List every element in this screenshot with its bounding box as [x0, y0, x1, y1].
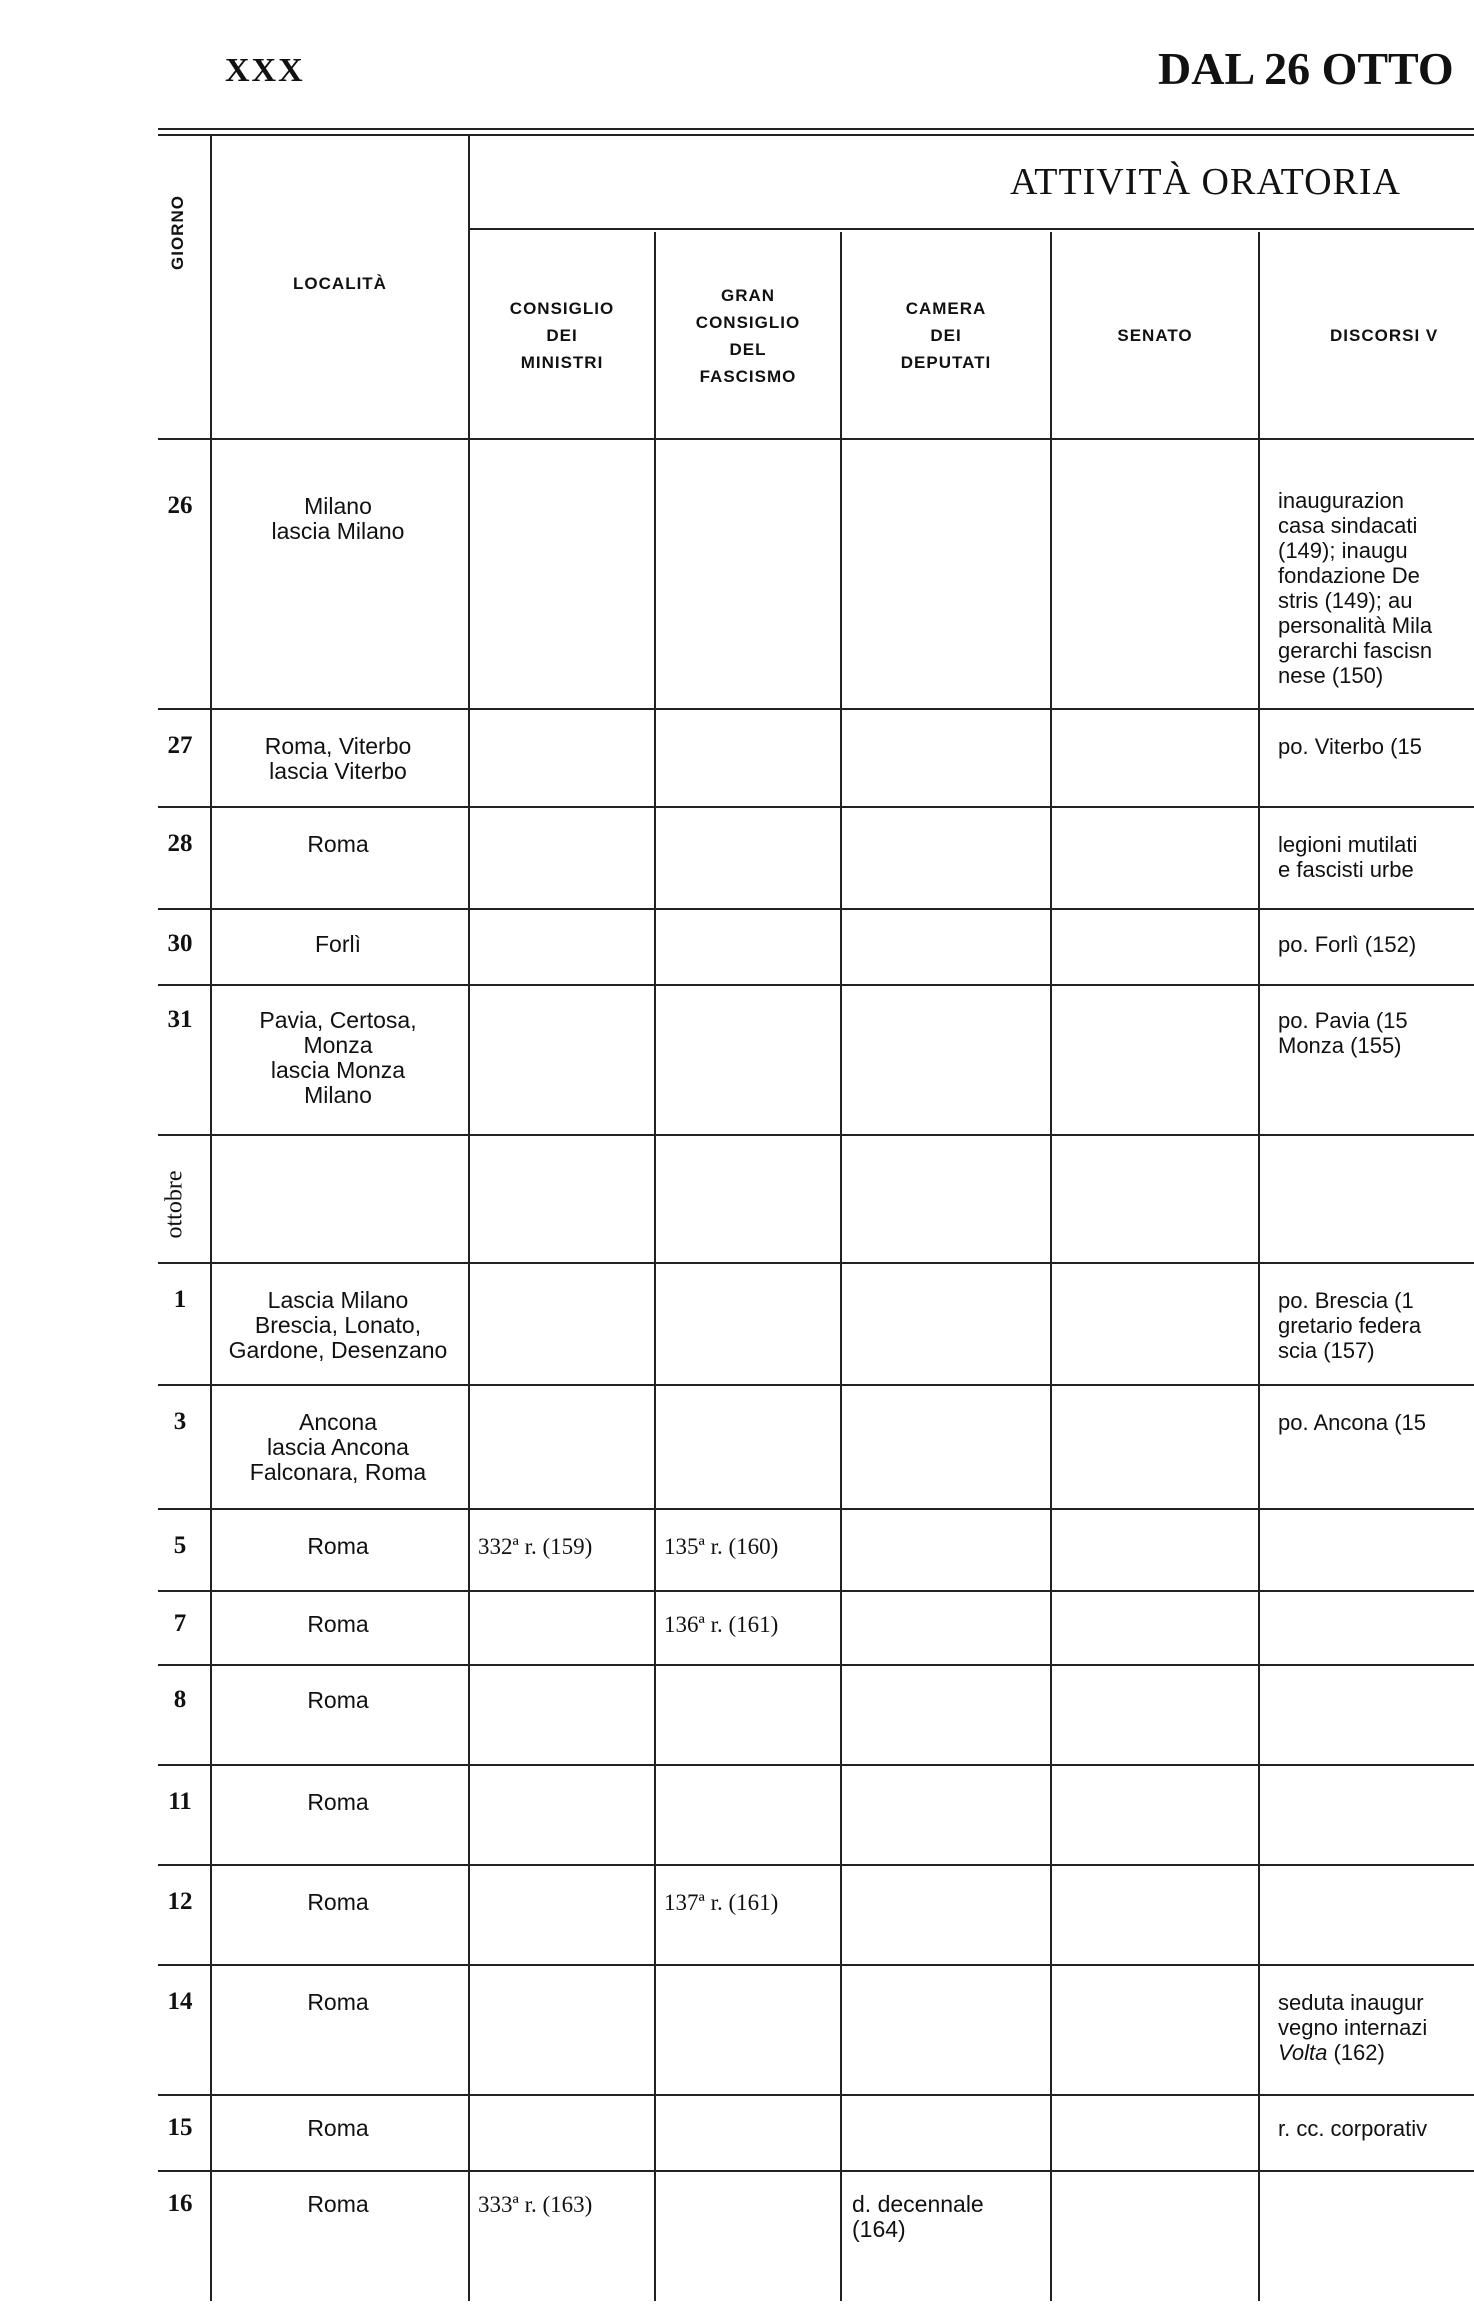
col-divider-6 [1258, 232, 1260, 2301]
row-day: 14 [167, 1988, 193, 2015]
col-divider-2 [468, 136, 470, 2301]
span-title-rule [470, 228, 1474, 230]
row-discorsi: po. Ancona (15 [1278, 1410, 1427, 1435]
row-gran-consiglio: 137ª r. (161) [664, 1890, 779, 1915]
row-rule [158, 1964, 1474, 1966]
row-gran-consiglio: 136ª r. (161) [664, 1612, 779, 1637]
row-localita: Roma [307, 1611, 369, 1637]
col-head-giorno: GIORNO [168, 195, 187, 270]
row-day: 15 [167, 2114, 193, 2141]
row-localita: Roma [307, 1889, 369, 1915]
row-day: 27 [167, 732, 193, 759]
row-rule [158, 1262, 1474, 1264]
row-discorsi [1278, 1990, 1474, 2065]
row-discorsi: po. Brescia (1 gretario federa scia (157) [1278, 1288, 1422, 1363]
row-rule [158, 1764, 1474, 1766]
col-head-discorsi: DISCORSI V [1330, 326, 1439, 345]
header-rule [158, 438, 1474, 440]
row-consiglio: 332ª r. (159) [478, 1534, 593, 1559]
row-discorsi-italic: Volta [1278, 2040, 1328, 2065]
row-day: 12 [167, 1888, 193, 1915]
row-discorsi-tail: (162) [1327, 2040, 1385, 2065]
col-divider-5 [1050, 232, 1052, 2301]
row-rule [158, 984, 1474, 986]
row-localita: Roma [307, 1989, 369, 2015]
row-localita: Roma [307, 831, 369, 857]
row-rule [158, 1134, 1474, 1136]
month-label: ottobre [161, 1170, 188, 1239]
col-divider-1 [210, 136, 212, 2301]
page-number: XXX [225, 52, 305, 89]
row-discorsi: r. cc. corporativ [1278, 2116, 1428, 2141]
row-localita: Roma [307, 1533, 369, 1559]
top-rule-2 [158, 134, 1474, 136]
row-day: 8 [173, 1686, 187, 1713]
row-discorsi: inaugurazion casa sindacati (149); inaugu fondazione De stris (149); au personalità Mila gerarchi fascisn nese (150) [1278, 488, 1433, 688]
row-gran-consiglio: 135ª r. (160) [664, 1534, 779, 1559]
row-day: 26 [167, 492, 193, 519]
row-localita: Roma [307, 2191, 369, 2217]
row-day: 5 [173, 1532, 187, 1559]
row-discorsi: legioni mutilati e fascisti urbe [1278, 832, 1418, 882]
row-rule [158, 708, 1474, 710]
row-rule [158, 1590, 1474, 1592]
row-localita: Forlì [315, 931, 361, 957]
row-rule [158, 1664, 1474, 1666]
row-rule [158, 2094, 1474, 2096]
row-day: 31 [167, 1006, 193, 1033]
top-rule-1 [158, 128, 1474, 130]
row-consiglio: 333ª r. (163) [478, 2192, 593, 2217]
running-head: DAL 26 OTTO [1158, 43, 1454, 94]
col-head-gran-consiglio: GRAN CONSIGLIO DEL FASCISMO [695, 286, 801, 386]
row-localita: Pavia, Certosa, Monza lascia Monza Milano [259, 1007, 417, 1108]
row-rule [158, 2170, 1474, 2172]
row-day: 1 [173, 1286, 187, 1313]
row-rule [158, 1384, 1474, 1386]
col-head-camera: CAMERA DEI DEPUTATI [900, 299, 992, 372]
row-localita: Milano lascia Milano [271, 493, 405, 544]
row-rule [158, 908, 1474, 910]
row-day: 28 [167, 830, 193, 857]
row-discorsi: po. Pavia (15 Monza (155) [1278, 1008, 1408, 1058]
col-divider-3 [654, 232, 656, 2301]
row-rule [158, 806, 1474, 808]
row-day: 11 [168, 1788, 192, 1815]
row-day: 3 [173, 1408, 187, 1435]
col-head-localita: LOCALITÀ [293, 274, 387, 293]
row-localita: Roma, Viterbo lascia Viterbo [264, 733, 412, 784]
row-localita: Roma [307, 1687, 369, 1713]
col-head-consiglio: CONSIGLIO DEI MINISTRI [509, 299, 615, 372]
row-rule [158, 1864, 1474, 1866]
col-divider-4 [840, 232, 842, 2301]
row-rule [158, 1508, 1474, 1510]
row-localita: Roma [307, 1789, 369, 1815]
row-localita: Lascia Milano Brescia, Lonato, Gardone, Desenzano [228, 1287, 448, 1363]
row-discorsi: po. Forlì (152) [1278, 932, 1417, 957]
row-localita: Roma [307, 2115, 369, 2141]
row-discorsi: po. Viterbo (15 [1278, 734, 1422, 759]
row-camera: d. decennale (164) [852, 2191, 984, 2242]
row-day: 30 [167, 930, 193, 957]
col-head-senato: SENATO [1117, 326, 1193, 345]
row-localita: Ancona lascia Ancona Falconara, Roma [249, 1409, 427, 1485]
row-day: 7 [173, 1610, 187, 1637]
row-discorsi-text: seduta inaugur vegno internazi [1278, 1990, 1428, 2040]
span-title: ATTIVITÀ ORATORIA [1010, 161, 1401, 203]
row-day: 16 [167, 2190, 193, 2217]
